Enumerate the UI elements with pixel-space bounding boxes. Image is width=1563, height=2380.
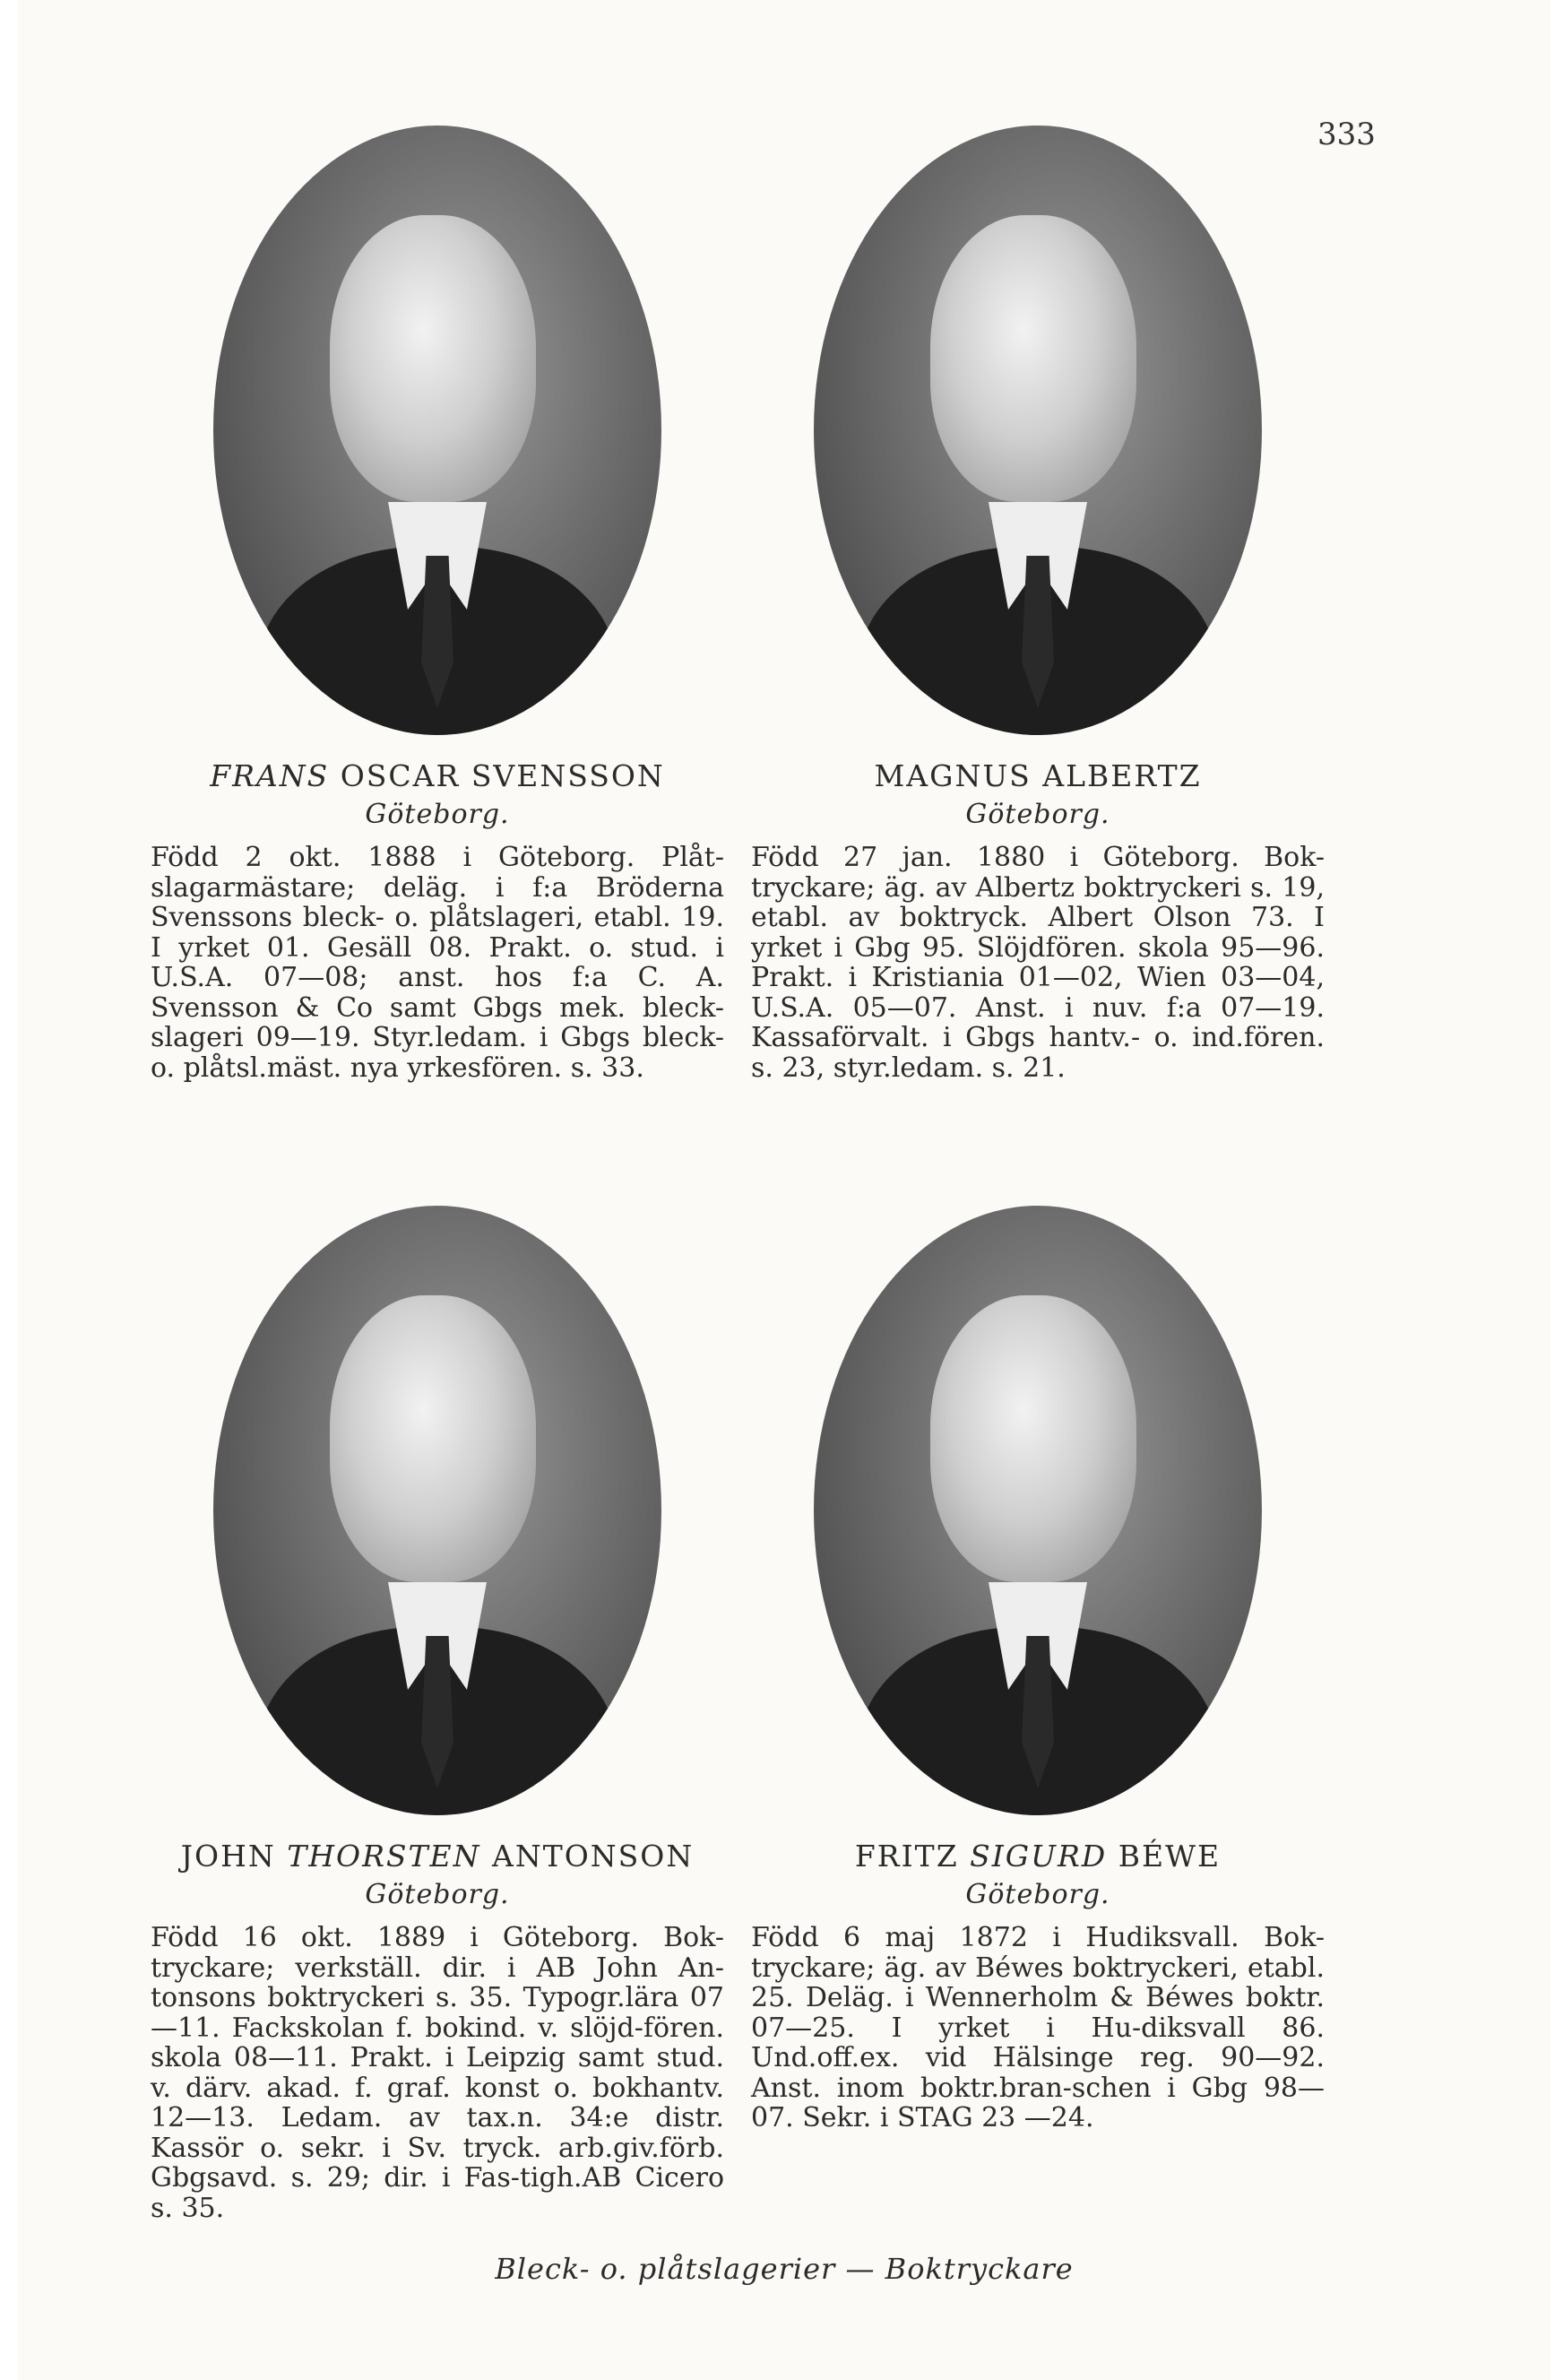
page-footer: Bleck- o. plåtslagerier — Boktryckare <box>495 2252 1074 2286</box>
biography-entry <box>751 125 1325 1083</box>
person-biography: Född 27 jan. 1880 i Göteborg. Bok-tryckare; äg. av Albertz boktryckeri s. 19, etabl. av boktryck. Albert Olson 73. I yrket i Gbg 95. Slöjdfören. skola 95—96. Prakt. i Kristiania 01—02, Wien 03—04, U.S.A. 05—07. Anst. i nuv. f:a 07—19. Kassaförvalt. i Gbgs hantv.- o. ind.fören. s. 23, styr.ledam. s. 21. <box>751 842 1325 1084</box>
page-number: 333 <box>1317 117 1376 152</box>
portrait-photo <box>213 1206 661 1815</box>
person-name <box>151 1839 724 1874</box>
person-city: Göteborg. <box>965 1879 1110 1910</box>
name-part-post: ANTONSON <box>480 1839 695 1874</box>
name-part-italic: FRANS <box>210 758 330 793</box>
portrait-head <box>930 1295 1136 1582</box>
name-part-post: OSCAR SVENSSON <box>329 758 665 793</box>
portrait-head <box>930 215 1136 502</box>
biography-entry <box>751 1206 1325 2133</box>
name-part-pre: JOHN <box>180 1839 288 1874</box>
person-biography: Född 6 maj 1872 i Hudiksvall. Bok-tryckare; äg. av Béwes boktryckeri, etabl. 25. Deläg. i Wennerholm & Béwes boktr. 07—25. I yrket i Hu-diksvall 86. Und.off.ex. vid Hälsinge reg. 90—92. Anst. inom boktr.bran-schen i Gbg 98—07. Sekr. i STAG 23 —24. <box>751 1922 1325 2133</box>
person-name <box>751 1839 1325 1874</box>
person-name <box>151 758 724 793</box>
portrait-photo <box>213 125 661 735</box>
name-part-post: BÉWE <box>1107 1839 1222 1874</box>
biography-entry <box>151 1206 724 2223</box>
name-part-italic: THORSTEN <box>287 1839 481 1874</box>
portrait-photo <box>814 125 1262 735</box>
name-part-pre: MAGNUS ALBERTZ <box>874 758 1202 793</box>
portrait-head <box>330 1295 536 1582</box>
name-part-pre: FRITZ <box>854 1839 971 1874</box>
person-biography: Född 16 okt. 1889 i Göteborg. Bok-tryckare; verkställ. dir. i AB John An-tonsons boktryckeri s. 35. Typogr.lära 07—11. Fackskolan f. bokind. v. slöjd-fören. skola 08—11. Prakt. i Leipzig samt stud. v. därv. akad. f. graf. konst o. bokhantv. 12—13. Ledam. av tax.n. 34:e distr. Kassör o. sekr. i Sv. tryck. arb.giv.förb. Gbgsavd. s. 29; dir. i Fas-tigh.AB Cicero s. 35. <box>151 1922 724 2224</box>
person-biography: Född 2 okt. 1888 i Göteborg. Plåt-slagarmästare; deläg. i f:a Bröderna Svenssons bleck- o. plåtslageri, etabl. 19. I yrket 01. Gesäll 08. Prakt. o. stud. i U.S.A. 07—08; anst. hos f:a C. A. Svensson & Co samt Gbgs mek. bleck-slageri 09—19. Styr.ledam. i Gbgs bleck- o. plåtsl.mäst. nya yrkesfören. s. 33. <box>151 842 724 1084</box>
person-city: Göteborg. <box>365 1879 510 1910</box>
portrait-photo <box>814 1206 1262 1815</box>
document-page <box>18 0 1550 2380</box>
biography-entry <box>151 125 724 1083</box>
person-city: Göteborg. <box>965 799 1110 830</box>
name-part-italic: SIGURD <box>970 1839 1108 1874</box>
portrait-head <box>330 215 536 502</box>
person-name <box>751 758 1325 793</box>
person-city: Göteborg. <box>365 799 510 830</box>
